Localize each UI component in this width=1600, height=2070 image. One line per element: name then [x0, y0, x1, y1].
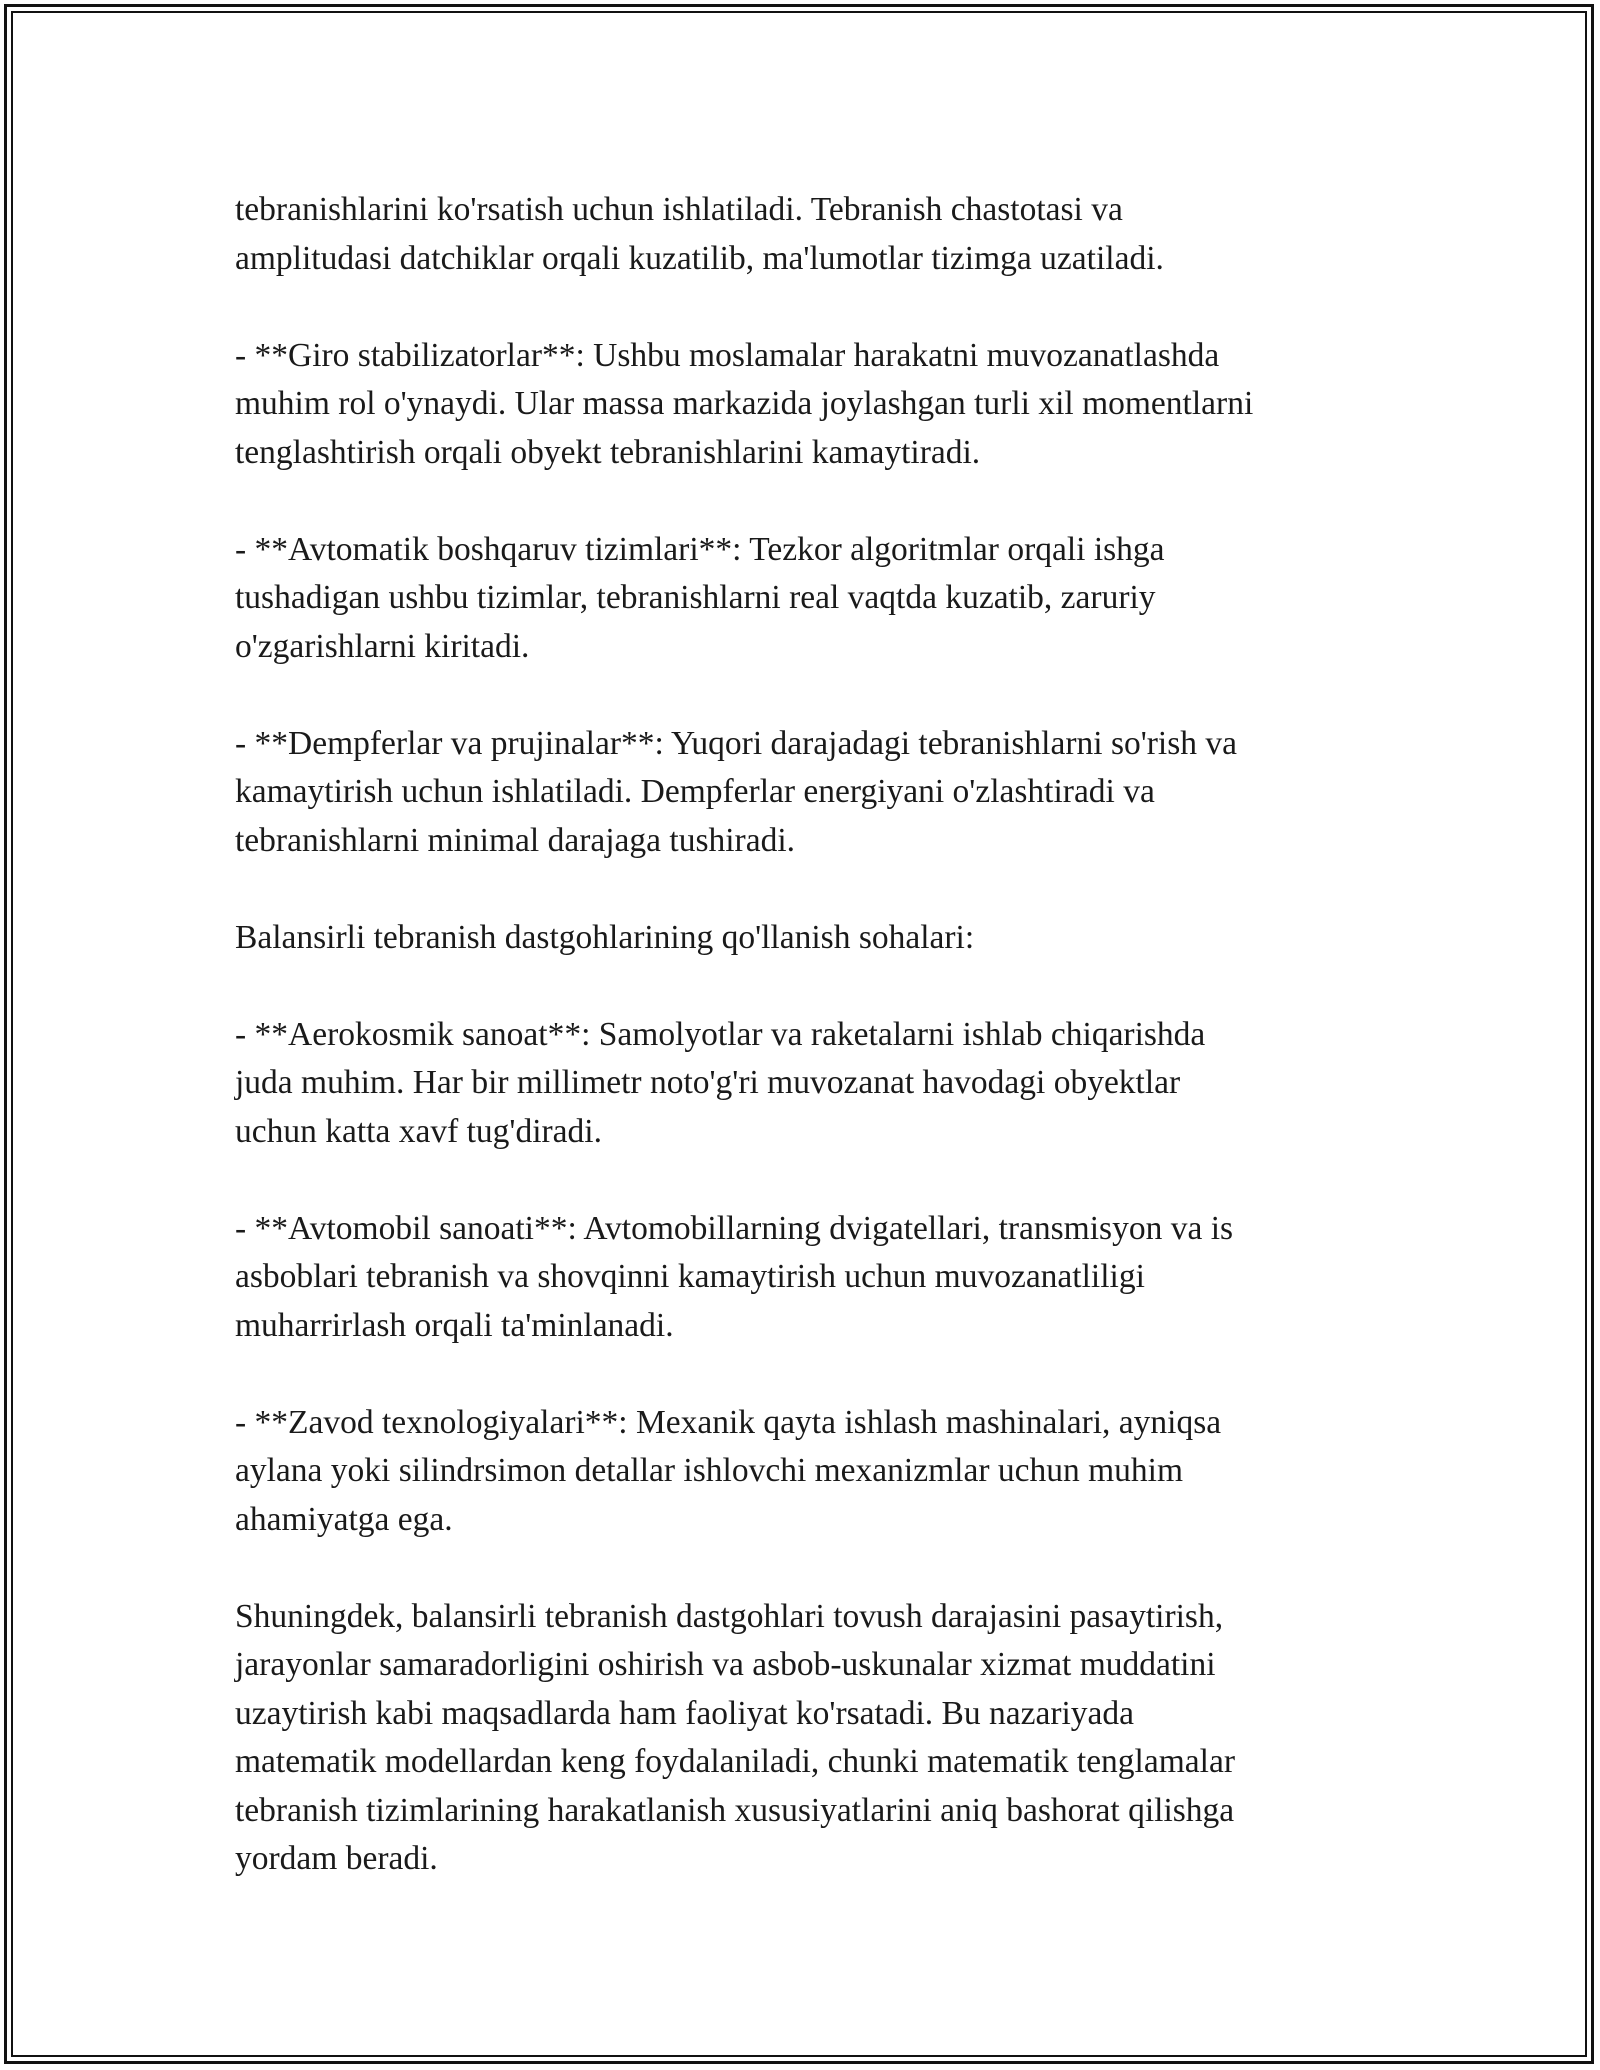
paragraph-avtomatik-boshqaruv: - **Avtomatik boshqaruv tizimlari**: Tezkor algoritmlar orqali ishga tushadigan ushbu tizimlar, tebranishlarni real vaqtda kuzatib, zaruriy o'zgarishlarni kiritadi. [235, 530, 1165, 665]
paragraph-aerokosmik: - **Aerokosmik sanoat**: Samolyotlar va raketalarni ishlab chiqarishda juda muhim. Har bir millimetr noto'g'ri muvozanat havodagi obyektlar uchun katta xavf tug'diradi. [235, 1015, 1206, 1150]
paragraph-dempferlar: - **Dempferlar va prujinalar**: Yuqori darajadagi tebranishlarni so'rish va kamaytirish uchun ishlatiladi. Dempferlar energiyani o'zlashtiradi va tebranishlarni minimal darajaga tushiradi. [235, 724, 1238, 859]
document-body [235, 186, 1375, 1884]
paragraph-giro-stabilizatorlar: - **Giro stabilizatorlar**: Ushbu moslamalar harakatni muvozanatlashda muhim rol o'ynaydi. Ular massa markazida joylashgan turli xil momentlarni tenglashtirish orqali obyekt tebranishlarini kamaytiradi. [235, 336, 1254, 471]
paragraph-conclusion: Shuningdek, balansirli tebranish dastgohlari tovush darajasini pasaytirish, jarayonlar samaradorligini oshirish va asbob-uskunalar xizmat muddatini uzaytirish kabi maqsadlarda ham faoliyat ko'rsatadi. Bu nazariyada matematik modellardan keng foydalaniladi, chunki matematik tenglamalar tebranish tizimlarining harakatlanish xususiyatlarini aniq bashorat qilishga yordam beradi. [235, 1597, 1235, 1877]
paragraph-avtomobil: - **Avtomobil sanoati**: Avtomobillarning dvigatellari, transmisyon va is asboblari tebranish va shovqinni kamaytirish uchun muvozanatliligi muharrirlash orqali ta'minlanadi. [235, 1209, 1234, 1344]
paragraph-section-heading: Balansirli tebranish dastgohlarining qo'llanish sohalari: [235, 918, 975, 956]
paragraph-zavod: - **Zavod texnologiyalari**: Mexanik qayta ishlash mashinalari, ayniqsa aylana yoki silindrsimon detallar ishlovchi mexanizmlar uchun muhim ahamiyatga ega. [235, 1403, 1222, 1538]
paragraph-continuation: tebranishlarini ko'rsatish uchun ishlatiladi. Tebranish chastotasi va amplitudasi datchiklar orqali kuzatilib, ma'lumotlar tizimga uzatiladi. [235, 191, 1164, 277]
